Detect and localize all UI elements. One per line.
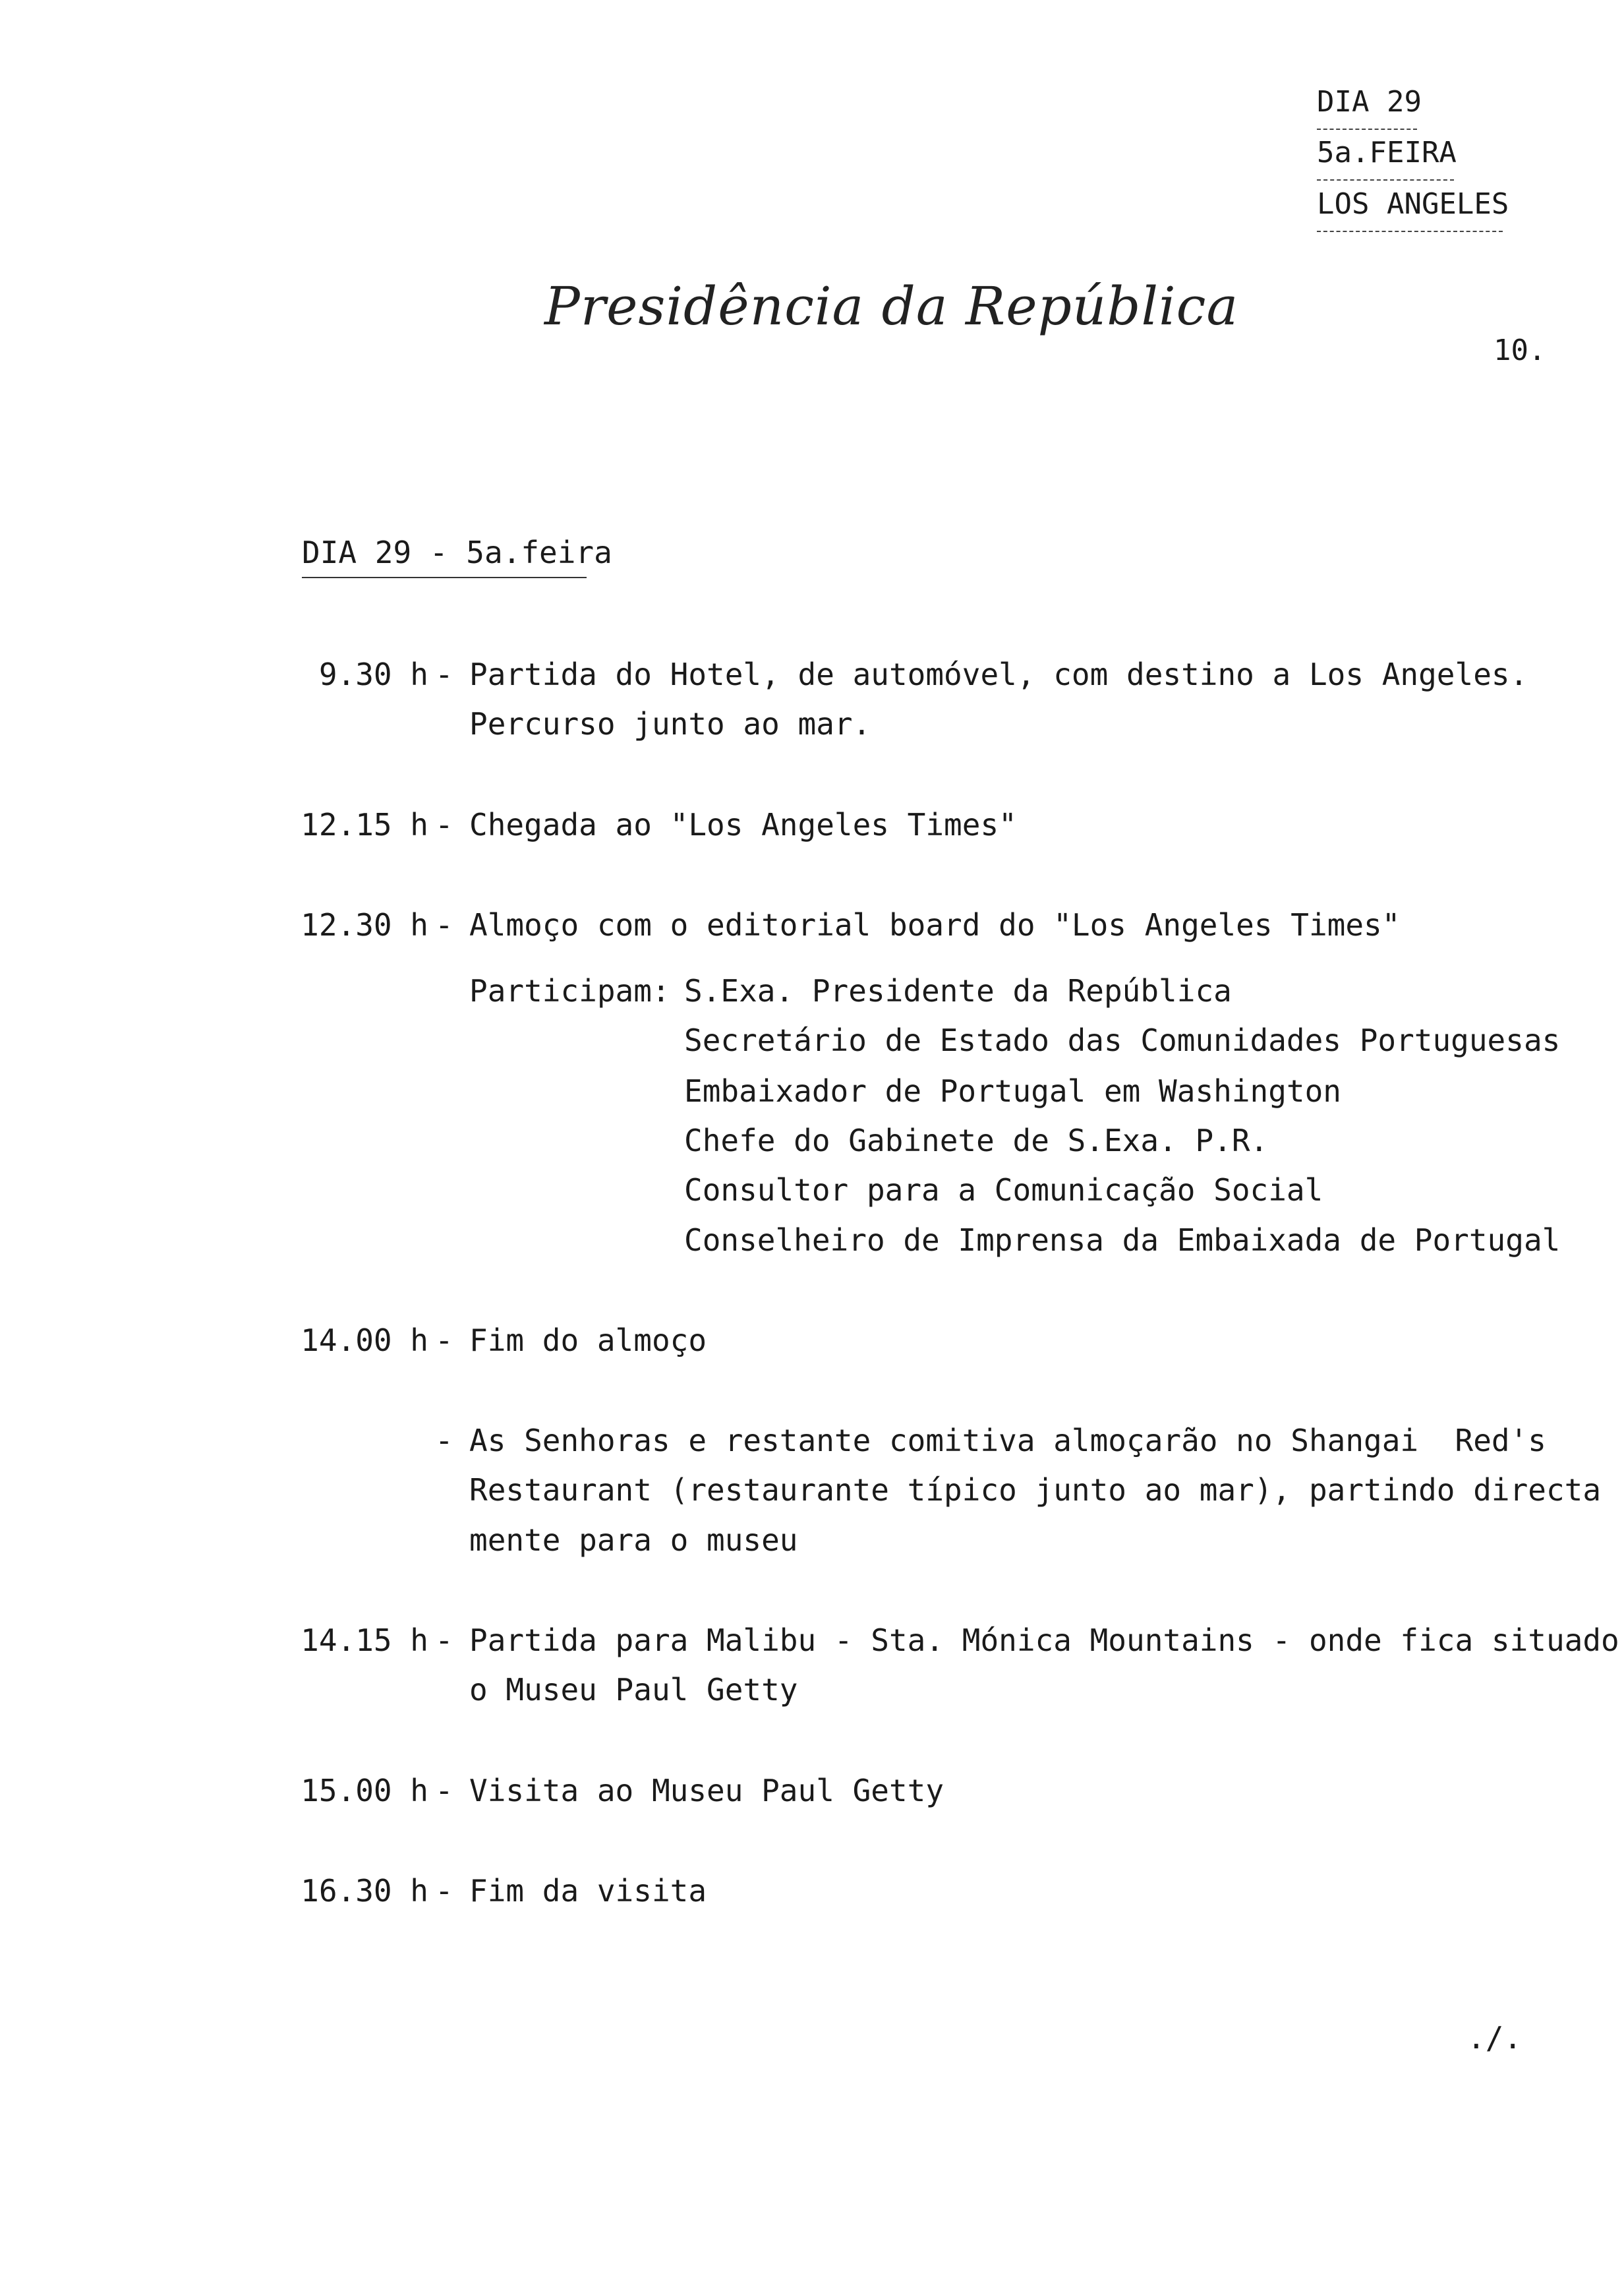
schedule-time: 15.00 h [301, 1773, 428, 1808]
header-city: LOS ANGELES [1317, 187, 1509, 221]
schedule-text: mente para o museu [469, 1522, 798, 1558]
schedule-text: Percurso junto ao mar. [469, 706, 871, 742]
header-weekday-underline [1317, 179, 1454, 181]
schedule-time: 14.00 h [301, 1323, 428, 1358]
schedule-text: Partida para Malibu - Sta. Mónica Mountains - onde fica situado [469, 1622, 1619, 1658]
header-day-underline [1317, 129, 1417, 130]
participant-name: Secretário de Estado das Comunidades Portuguesas [684, 1023, 1561, 1058]
schedule-dash: - [435, 1773, 453, 1808]
participant-name: Embaixador de Portugal em Washington [684, 1073, 1341, 1109]
schedule-dash: - [435, 657, 453, 692]
schedule-text: Fim da visita [469, 1873, 707, 1909]
participant-name: S.Exa. Presidente da República [684, 973, 1232, 1009]
schedule-dash: - [435, 1873, 453, 1909]
schedule-text: o Museu Paul Getty [469, 1672, 798, 1708]
schedule-time: 9.30 h [318, 657, 428, 692]
schedule-time: 12.15 h [301, 807, 428, 843]
schedule-text: Almoço com o editorial board do "Los Angeles Times" [469, 907, 1401, 943]
schedule-text: Restaurant (restaurante típico junto ao mar), partindo directa [469, 1472, 1602, 1508]
header-day: DIA 29 [1317, 85, 1422, 119]
schedule-text: Fim do almoço [469, 1323, 707, 1358]
schedule-text: Partida do Hotel, de automóvel, com destino a Los Angeles. [469, 657, 1528, 692]
schedule-dash: - [435, 1323, 453, 1358]
schedule-dash: - [435, 907, 453, 943]
schedule-time: 14.15 h [301, 1622, 428, 1658]
section-title-underline [302, 577, 587, 578]
schedule-dash: - [435, 1423, 453, 1458]
participant-name: Consultor para a Comunicação Social [684, 1172, 1323, 1208]
schedule-text: Chegada ao "Los Angeles Times" [469, 807, 1017, 843]
page-number: 10. [1494, 334, 1546, 367]
participant-name: Chefe do Gabinete de S.Exa. P.R. [684, 1123, 1269, 1158]
schedule-dash: - [435, 1622, 453, 1658]
participant-name: Conselheiro de Imprensa da Embaixada de Portugal [684, 1222, 1561, 1258]
schedule-text: As Senhoras e restante comitiva almoçarão no Shangai Red's [469, 1423, 1546, 1458]
continuation-mark: ./. [1467, 2020, 1522, 2056]
participants-label: Participam: [469, 973, 670, 1009]
letterhead: Presidência da República [544, 276, 1239, 337]
schedule-time: 16.30 h [301, 1873, 428, 1909]
section-title: DIA 29 - 5a.feira [302, 535, 612, 570]
schedule-time: 12.30 h [301, 907, 428, 943]
schedule-dash: - [435, 807, 453, 843]
schedule-text: Visita ao Museu Paul Getty [469, 1773, 944, 1808]
header-weekday: 5a.FEIRA [1317, 136, 1457, 169]
header-city-underline [1317, 231, 1503, 232]
